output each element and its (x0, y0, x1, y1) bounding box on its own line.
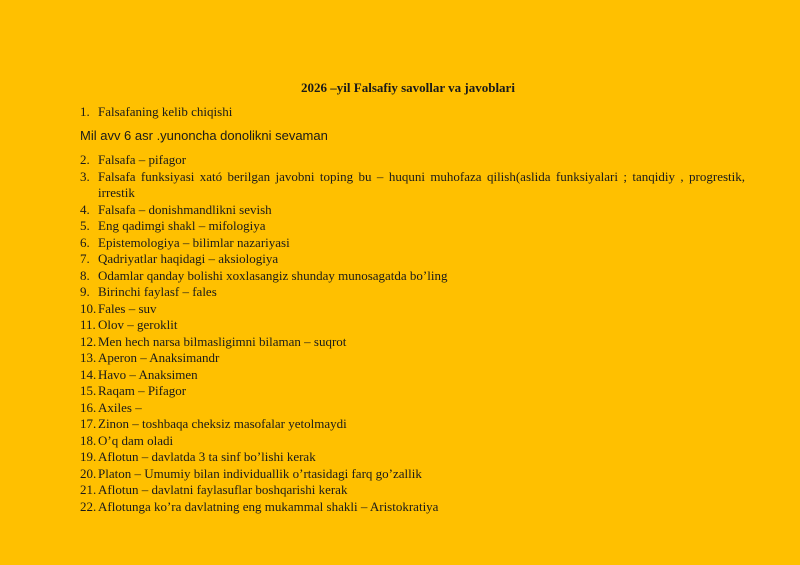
list-item-number: 5. (80, 218, 90, 233)
list-item (80, 152, 745, 169)
list-item-number: 16. (80, 399, 97, 415)
list-item-number: 22. (80, 498, 97, 514)
list-item-number: 13. (80, 350, 97, 365)
list-item (80, 284, 745, 301)
list-item-number: 11. (80, 317, 96, 332)
list-item-text: Platon – Umumiy bilan individuallik o’rtasidagi farq go’zallik (98, 465, 422, 481)
list-item-number: 1. (80, 104, 90, 119)
list-item (80, 350, 745, 367)
list-item-number: 14. (80, 366, 97, 382)
list-item-text: Men hech narsa bilmasligimni bilaman – suqrot (98, 333, 347, 349)
question-list (80, 152, 745, 515)
list-item-text: Birinchi faylasf – fales (98, 284, 217, 299)
list-item-text: Raqam – Pifagor (98, 383, 187, 398)
list-item-number: 4. (80, 201, 90, 217)
list-item (80, 449, 745, 466)
list-item-number: 7. (80, 251, 90, 266)
list-item-text: Aflotunga ko’ra davlatning eng mukammal shakli – Aristokratiya (98, 498, 439, 514)
list-item-text: Zinon – toshbaqa cheksiz masofalar yetolmaydi (98, 416, 347, 431)
list-item (80, 367, 745, 384)
list-item (80, 400, 745, 417)
list-item-text: Falsafaning kelib chiqishi (98, 104, 233, 119)
list-item-number: 10. (80, 300, 97, 316)
list-item (80, 334, 745, 351)
list-item-number: 6. (80, 234, 90, 250)
list-item (80, 169, 745, 202)
list-item-text: Odamlar qanday bolishi xoxlasangiz shunday munosagatda bo’ling (98, 267, 448, 283)
list-item-text: Fales – suv (98, 300, 157, 316)
list-item (80, 317, 745, 334)
list-item-number: 12. (80, 333, 97, 349)
list-item-text: Aflotun – davlatda 3 ta sinf bo’lishi kerak (98, 449, 316, 464)
list-item-number: 3. (80, 168, 90, 184)
list-item-text: Axiles – (98, 399, 142, 415)
list-item-text: Falsafa funksiyasi xató berilgan javobni toping bu – huquni muhofaza qilish(aslida funksiyalari ; tanqidiy , progrestik, irrestik (98, 168, 745, 200)
list-item (80, 301, 745, 318)
list-item (80, 482, 745, 499)
list-item (80, 416, 745, 433)
list-item (80, 218, 745, 235)
list-item-text: O’q dam oladi (98, 432, 174, 448)
list-item-text: Aperon – Anaksimandr (98, 350, 220, 365)
list-item-number: 19. (80, 449, 97, 464)
list-item (80, 433, 745, 450)
list-item (80, 104, 745, 121)
list-item-number: 8. (80, 267, 90, 283)
list-item-number: 20. (80, 465, 97, 481)
list-item-number: 17. (80, 416, 97, 431)
list-item (80, 466, 745, 483)
list-item (80, 499, 745, 516)
first-list (80, 104, 745, 121)
list-item-number: 18. (80, 432, 97, 448)
document-title: 2026 –yil Falsafiy savollar va javoblari (301, 80, 515, 95)
list-item-number: 9. (80, 284, 90, 299)
intro-paragraph: Mil avv 6 asr .yunoncha donolikni sevaman (80, 128, 328, 143)
list-item-text: Eng qadimgi shakl – mifologiya (98, 218, 266, 233)
list-item-number: 21. (80, 482, 97, 497)
list-item-text: Havo – Anaksimen (98, 366, 198, 382)
list-item-text: Falsafa – donishmandlikni sevish (98, 201, 272, 217)
list-item-text: Olov – geroklit (98, 317, 178, 332)
list-item-number: 15. (80, 383, 97, 398)
list-item (80, 268, 745, 285)
list-item (80, 251, 745, 268)
list-item-number: 2. (80, 152, 90, 167)
list-item (80, 383, 745, 400)
list-item-text: Aflotun – davlatni faylasuflar boshqarishi kerak (98, 482, 348, 497)
list-item-text: Qadriyatlar haqidagi – aksiologiya (98, 251, 279, 266)
list-item-text: Falsafa – pifagor (98, 152, 187, 167)
list-item-text: Epistemologiya – bilimlar nazariyasi (98, 234, 290, 250)
list-item (80, 235, 745, 252)
list-item (80, 202, 745, 219)
